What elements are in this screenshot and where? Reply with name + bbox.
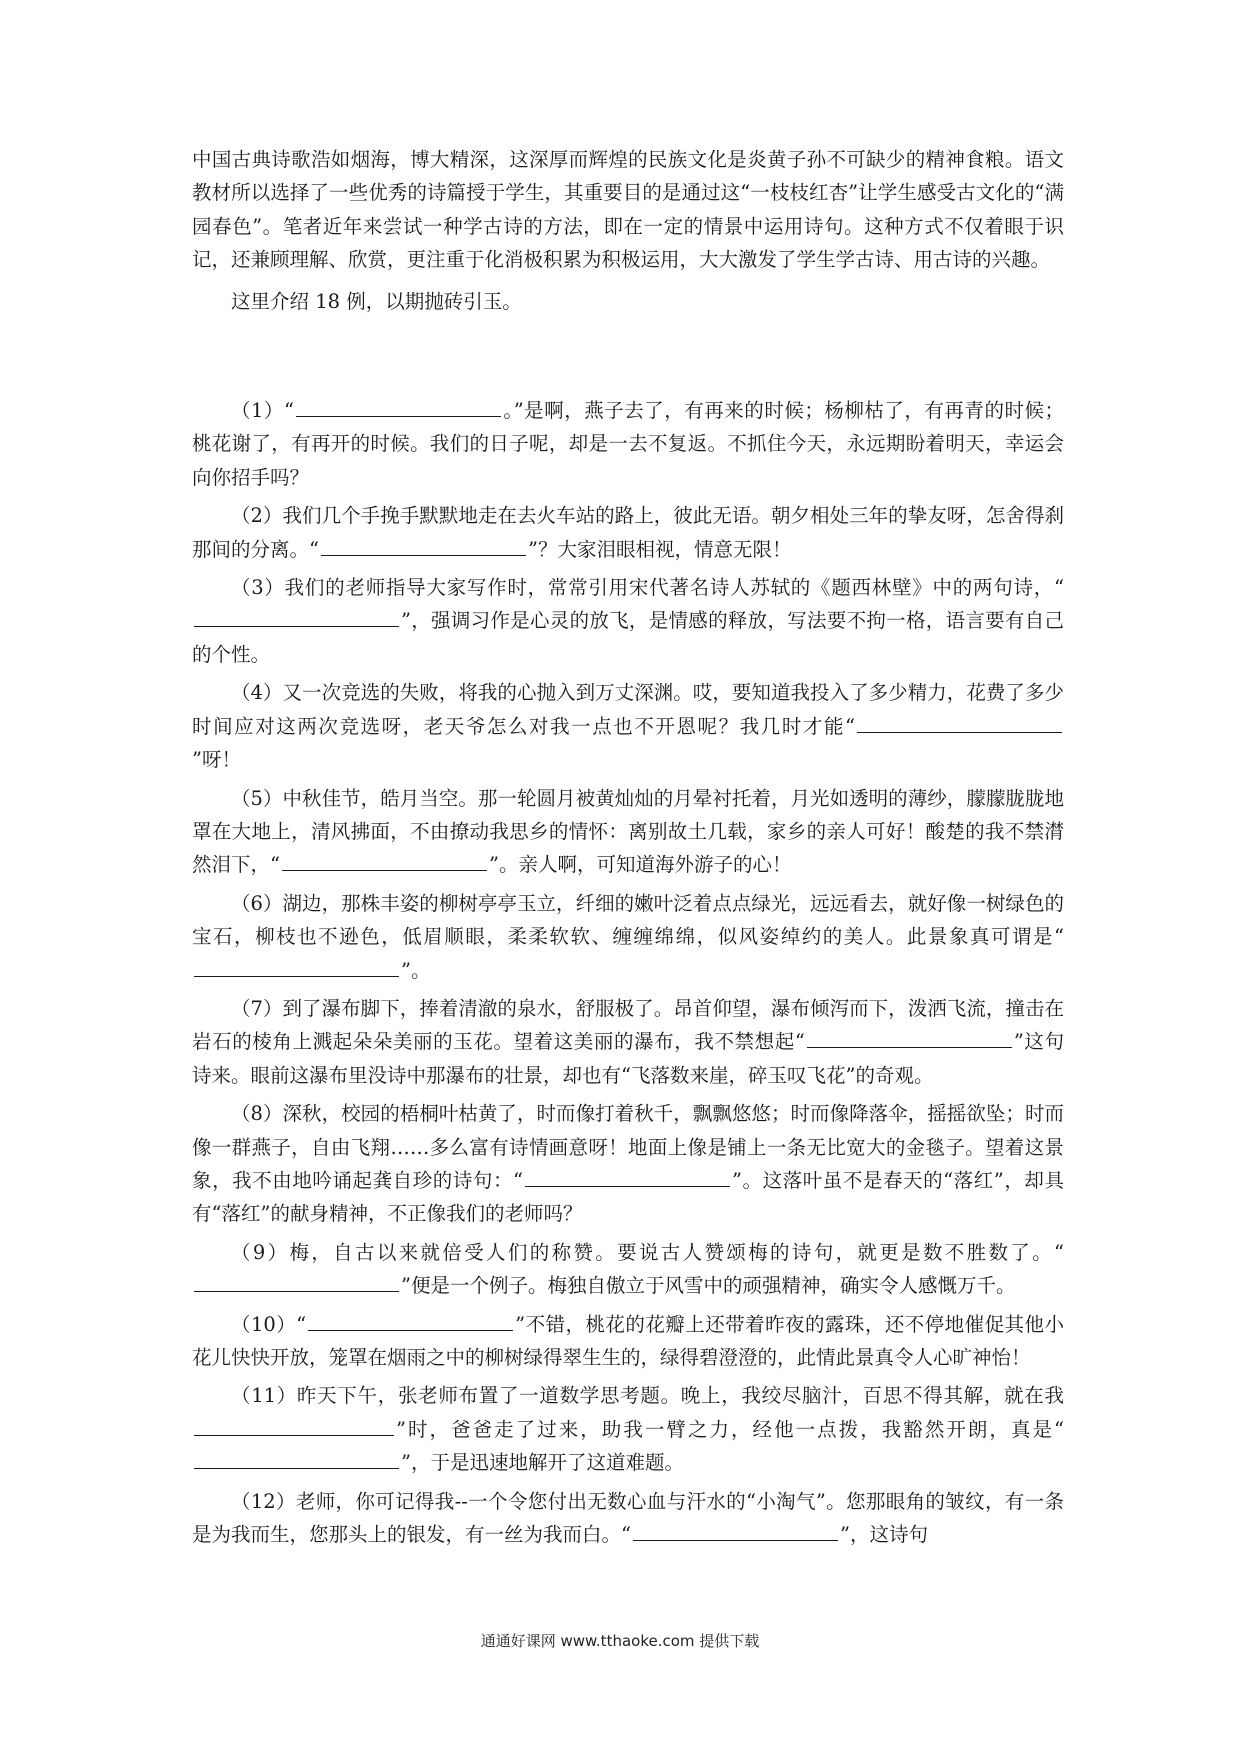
answer-blank[interactable] — [525, 1185, 730, 1187]
document-body — [192, 143, 1064, 1551]
question-5: （5）中秋佳节，皓月当空。那一轮圆月被黄灿灿的月晕衬托着，月光如透明的薄纱，朦朦胧胧地罩在大地上，清风拂面，不由撩动我思乡的情怀：离别故土几载，家乡的亲人可好！酸楚的我不禁潸然泪下，“ ”。亲人啊，可知道海外游子的心！ — [192, 786, 1064, 877]
answer-blank[interactable] — [296, 415, 501, 417]
question-4: （4）又一次竞选的失败，将我的心抛入到万丈深渊。哎，要知道我投入了多少精力，花费了多少时间应对这两次竞选呀，老天爷怎么对我一点也不开恩呢？我几时才能“”呀！ — [192, 681, 1064, 772]
question-1: （1）“ 。”是啊，燕子去了，有再来的时候；杨柳枯了，有再青的时候；桃花谢了，有再开的时候。我们的日子呢，却是一去不复返。不抓住今天，永远期盼着明天，幸运会向你招手吗？ — [192, 399, 1064, 489]
answer-blank[interactable] — [194, 1467, 399, 1469]
answer-blank[interactable] — [321, 554, 526, 556]
answer-blank[interactable] — [194, 1290, 399, 1292]
question-8: （8）深秋，校园的梧桐叶枯黄了，时而像打着秋千，飘飘悠悠；时而像降落伞，摇摇欲坠；时而像一群燕子，自由飞翔……多么富有诗情画意呀！地面上像是铺上一条无比宽大的金毯子。望着这景象，我不由地吟诵起龚自珍的诗句：“ ”。这落叶虽不是春天的“落红”，却具有“落红”的献身精神，不正像我们的老师吗？ — [192, 1102, 1064, 1226]
question-2: （2）我们几个手挽手默默地走在去火车站的路上，彼此无语。朝夕相处三年的挚友呀，怎舍得刹那间的分离。“ ”？大家泪眼相视，情意无限！ — [192, 504, 1064, 561]
answer-blank[interactable] — [633, 1539, 838, 1541]
answer-blank[interactable] — [194, 1434, 394, 1436]
answer-blank[interactable] — [194, 975, 399, 977]
answer-blank[interactable] — [807, 1046, 1012, 1048]
intro-note: 这里介绍 18 例，以期抛砖引玉。 — [231, 289, 522, 313]
question-3: （3）我们的老师指导大家写作时，常常引用宋代著名诗人苏轼的《题西林壁》中的两句诗，“”，强调习作是心灵的放飞，是情感的释放，写法要不拘一格，语言要有自己的个性。 — [192, 576, 1064, 666]
question-6: （6）湖边，那株丰姿的柳树亭亭玉立，纤细的嫩叶泛着点点绿光，远远看去，就好像一树绿色的宝石，柳枝也不逊色，低眉顺眼，柔柔软软、缠缠绵绵，似风姿绰约的美人。此景象真可谓是“”。 — [192, 891, 1064, 982]
question-9: （9）梅，自古以来就倍受人们的称赞。要说古人赞颂梅的诗句，就更是数不胜数了。“”便是一个例子。梅独自傲立于风雪中的顽强精神，确实令人感慨万千。 — [192, 1236, 1064, 1303]
answer-blank[interactable] — [857, 731, 1062, 733]
answer-blank[interactable] — [308, 1329, 513, 1331]
question-7: （7）到了瀑布脚下，捧着清澈的泉水，舒服极了。昂首仰望，瀑布倾泻而下，泼洒飞流，撞击在岩石的棱角上溅起朵朵美丽的玉花。望着这美丽的瀑布，我不禁想起“ ”这句诗来。眼前这瀑布里没诗中那瀑布的壮景，却也有“飞落数来崖，碎玉叹飞花”的奇观。 — [192, 996, 1064, 1087]
page-footer: 通通好课网 www.tthaoke.com 提供下载 — [480, 1632, 760, 1650]
question-12: （12）老师，你可记得我--一个令您付出无数心血与汗水的“小淘气”。您那眼角的皱纹，有一条是为我而生，您那头上的银发，有一丝为我而白。“ ”，这诗句 — [192, 1489, 1064, 1547]
intro-paragraph: 中国古典诗歌浩如烟海，博大精深，这深厚而辉煌的民族文化是炎黄子孙不可缺少的精神食粮。语文教材所以选择了一些优秀的诗篇授于学生，其重要目的是通过这“一枝枝红杏”让学生感受古文化的“满园春色”。笔者近年来尝试一种学古诗的方法，即在一定的情景中运用诗句。这种方式不仅着眼于识记，还兼顾理解、欣赏，更注重于化消极积累为积极运用，大大激发了学生学古诗、用古诗的兴趣。 — [192, 148, 1064, 272]
answer-blank[interactable] — [194, 625, 399, 627]
answer-blank[interactable] — [282, 869, 487, 871]
question-10: （10）“ ”不错，桃花的花瓣上还带着昨夜的露珠，还不停地催促其他小花儿快快开放，笼罩在烟雨之中的柳树绿得翠生生的，绿得碧澄澄的，此情此景真令人心旷神怡！ — [192, 1312, 1064, 1369]
question-11: （11）昨天下午，张老师布置了一道数学思考题。晚上，我绞尽脑汁，百思不得其解，就在我”时，爸爸走了过来，助我一臂之力，经他一点拨，我豁然开朗，真是“”，于是迅速地解开了这道难题。 — [192, 1379, 1064, 1479]
